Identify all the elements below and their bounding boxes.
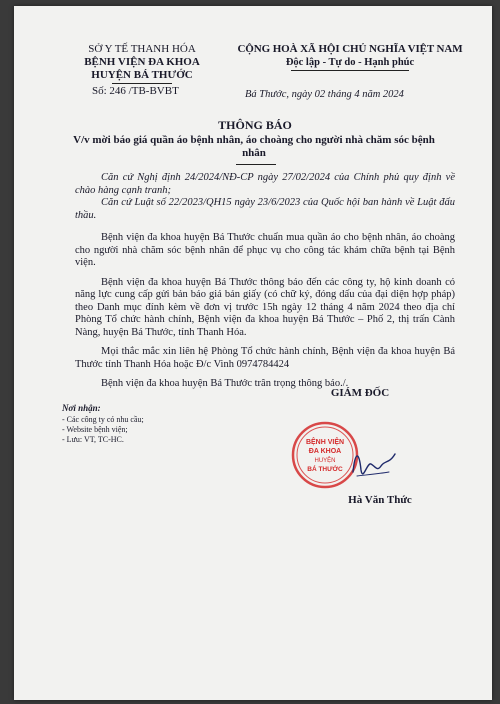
stamp-text: HUYỆN	[314, 458, 336, 464]
legal-basis: Căn cứ Luật số 22/2023/QH15 ngày 23/6/2023 của Quốc hội ban hành về Luật đấu thầu.	[75, 197, 455, 221]
body-paragraph: Bệnh viện đa khoa huyện Bá Thước trân trọng thông báo./.	[101, 378, 349, 389]
recipients-label: Nơi nhận:	[62, 403, 101, 413]
recipient-item: - Các công ty có nhu cầu;	[62, 415, 144, 424]
handwritten-signature	[345, 442, 400, 487]
body-paragraph: Mọi thắc mắc xin liên hệ Phòng Tổ chức hành chính, Bệnh viện đa khoa huyện Bá Thước tỉnh Thanh Hóa hoặc Đ/c Vinh 0974784424	[75, 346, 455, 370]
recipient-item: - Website bệnh viện;	[62, 425, 128, 434]
document-number: Số: 246 /TB-BVBT	[92, 85, 179, 97]
stamp-text: BỆNH VIỆN	[305, 439, 345, 446]
signer-name: Hà Văn Thức	[348, 494, 412, 506]
header-left-rule	[112, 83, 172, 84]
hospital-name-line1: BỆNH VIỆN ĐA KHOA	[84, 56, 200, 68]
national-title: CỘNG HOÀ XÃ HỘI CHỦ NGHĨA VIỆT NAM	[237, 43, 463, 55]
legal-basis: Căn cứ Nghị định 24/2024/NĐ-CP ngày 27/02/2024 của Chính phủ quy định về chào hàng cạnh tranh;	[75, 172, 455, 196]
subject-rule	[236, 164, 276, 165]
national-header-block	[225, 43, 475, 72]
issuing-authority-block	[62, 43, 222, 98]
national-motto: Độc lập - Tự do - Hạnh phúc	[285, 57, 415, 68]
document-subject: V/v mời báo giá quần áo bệnh nhân, áo choàng cho người nhà chăm sóc bệnh nhân	[73, 134, 435, 159]
recipients-block	[62, 403, 242, 445]
header-right-rule	[291, 70, 409, 71]
place-date: Bá Thước, ngày 02 tháng 4 năm 2024	[245, 89, 404, 100]
signer-title: GIÁM ĐỐC	[330, 387, 390, 399]
hospital-name-line2: HUYỆN BÁ THƯỚC	[91, 69, 193, 81]
recipient-item: - Lưu: VT, TC-HC.	[62, 435, 124, 444]
document-title: THÔNG BÁO	[218, 118, 292, 132]
stamp-text: BÁ THƯỚC	[307, 466, 343, 473]
document-body	[75, 172, 455, 398]
body-paragraph: Bệnh viện đa khoa huyện Bá Thước thông báo đến các công ty, hộ kinh doanh có năng lực cung cấp gửi bản báo giá bản giấy (có chữ ký, đóng dấu của đại diện hợp pháp) theo Danh mục đính kèm về đơn vị trước 15h ngày 12 tháng 4 năm 2024 theo địa chỉ Phòng Tổ chức hành chính, Bệnh viện đa khoa huyện Bá Thước – Phố 2, thị trấn Cành Nàng, huyện Bá Thước, tỉnh Thanh Hóa.	[75, 276, 455, 338]
body-paragraph: Bệnh viện đa khoa huyện Bá Thước chuẩn mua quần áo cho bệnh nhân, áo choàng cho người nhà chăm sóc bệnh nhân để phục vụ cho công tác khám chữa bệnh tại Bệnh viện.	[75, 232, 455, 268]
stamp-text: ĐA KHOA	[308, 448, 342, 455]
department-name: SỞ Y TẾ THANH HÓA	[88, 43, 196, 55]
